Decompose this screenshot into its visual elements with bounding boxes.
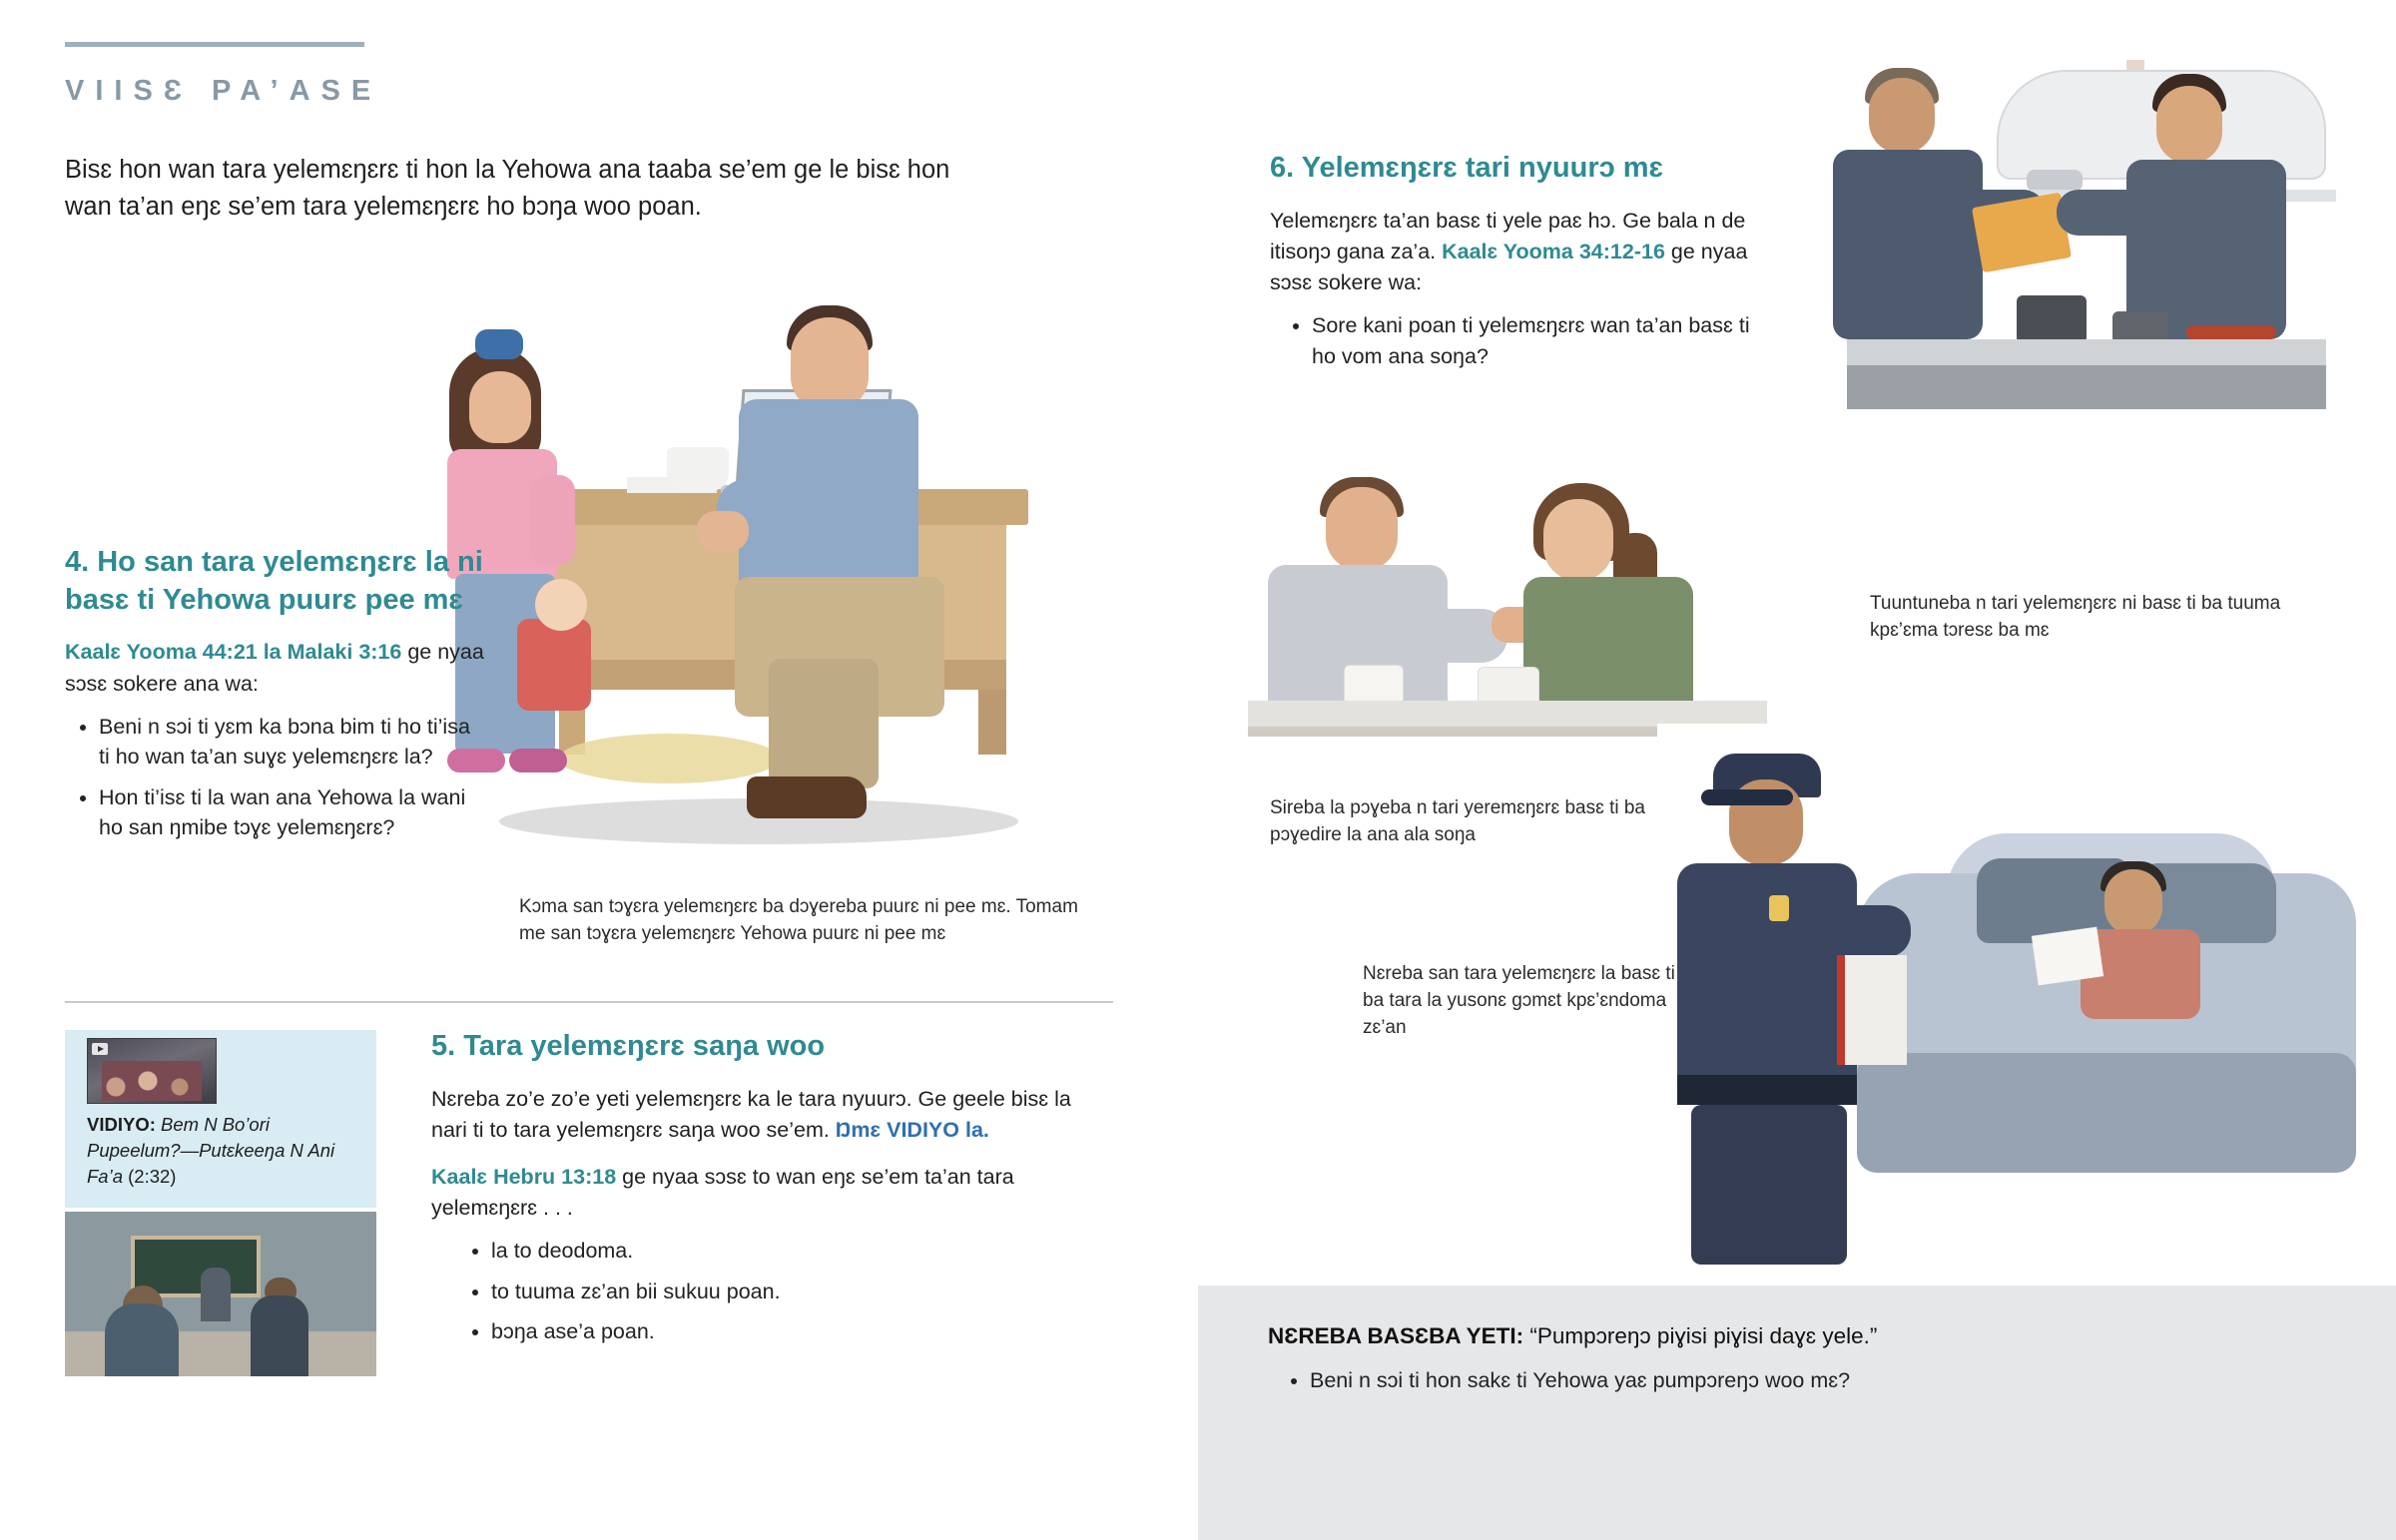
section-4: [65, 544, 484, 853]
list-item: • Beni n sɔi ti hon sakɛ ti Yehowa yaɛ pumpɔreŋɔ woo mɛ?: [1310, 1365, 2346, 1396]
section-4-lead-rest: ge nyaa sɔsɛ sokere ana wa:: [65, 640, 484, 696]
video-label: VIDIYO:: [87, 1114, 156, 1135]
police-cap-brim: [1701, 789, 1793, 805]
caption-police: Nɛreba san tara yelemɛŋɛrɛ la basɛ ti ba tara la yusonɛ gɔmɛt kpɛ’ɛndoma zɛ’an: [1363, 963, 1675, 1038]
girl-face: [469, 371, 531, 443]
girl-shoe: [509, 749, 567, 772]
officer-body: [1677, 863, 1857, 1093]
footer-band: [1198, 1285, 2396, 1540]
scripture-reference[interactable]: Kaalɛ Yooma 34:12-16: [1442, 239, 1665, 263]
tool: [2186, 325, 2276, 339]
video-link[interactable]: Ŋmɛ VIDIYO la.: [835, 1117, 989, 1142]
caption-couple: Sireba la pɔɣeba n tari yeremɛŋɛrɛ basɛ ti ba pɔɣedire la ana ala soŋa: [1270, 797, 1645, 845]
footer-title: [1268, 1323, 2346, 1349]
illustration-police-traffic-stop: [1657, 724, 2356, 1263]
father-shoe: [747, 776, 867, 818]
list-item: • to tuuma zɛ’an bii sukuu poan.: [491, 1277, 1090, 1307]
driver-head: [2104, 869, 2162, 935]
video-title: Bem N Bo’ori Pupeelum?—Putɛkeeŋa N Ani Fa’a: [87, 1114, 335, 1187]
officer-belt: [1677, 1075, 1857, 1105]
list-item: • la to deodoma.: [491, 1236, 1090, 1267]
doll-body: [517, 619, 591, 711]
section-6: [1270, 150, 1769, 381]
footer-bullet-list: [1268, 1365, 2346, 1396]
photo-person: [201, 1268, 231, 1321]
officer-arm: [1825, 905, 1911, 957]
badge-icon: [1769, 895, 1789, 921]
footer-title-label: NƐREBA BASƐBA YETI:: [1268, 1323, 1524, 1348]
scripture-reference[interactable]: Kaalɛ Yooma 44:21 la Malaki 3:16: [65, 640, 402, 665]
video-duration: (2:32): [128, 1165, 177, 1187]
list-item: • bɔŋa ase’a poan.: [491, 1316, 1090, 1347]
intro-paragraph: Bisɛ hon wan tara yelemɛŋɛrɛ ti hon la Yehowa ana taaba se’em ge le bisɛ hon wan ta’an eŋɛ se’em tara yelemɛŋɛrɛ ho bɔŋa woo poan.: [65, 156, 950, 221]
woman-body: [1523, 577, 1693, 707]
video-panel[interactable]: [65, 1030, 376, 1376]
paragraph-text: ge nyaa sɔsɛ sokere wa:: [1270, 239, 1748, 295]
list-item: • Sore kani poan ti yelemɛŋɛrɛ wan ta’an basɛ ti ho vom ana soŋa?: [1312, 310, 1769, 371]
play-icon[interactable]: [92, 1043, 108, 1055]
classroom-photo: [65, 1212, 376, 1376]
video-thumbnail-image: [87, 1038, 217, 1104]
doll-head: [535, 579, 587, 631]
man-arm: [1388, 609, 1507, 663]
page-title: VIISƐ PA’ASE: [65, 75, 382, 107]
officer-legs: [1691, 1105, 1847, 1265]
photo-person: [105, 1303, 179, 1376]
father-leg: [769, 659, 879, 788]
spill-stain: [559, 734, 779, 783]
illustration-father-daughter-desk: [439, 279, 1058, 878]
caption-desk: Kɔma san tɔɣɛra yelemɛŋɛrɛ ba dɔɣereba puurɛ ni pee mɛ. Tomam me san tɔɣɛra yelemɛŋɛrɛ Yehowa puurɛ ni pee mɛ: [519, 896, 1078, 944]
girl-hair-bow: [475, 329, 523, 359]
mechanic-1-body: [1833, 150, 1983, 339]
thumbnail-figures: [102, 1061, 202, 1101]
workbench-top: [1847, 339, 2326, 365]
girl-arm: [531, 475, 575, 565]
illustration-couple-table: [1248, 469, 1767, 759]
workbench-body: [1847, 365, 2326, 409]
section-6-heading: 6. Yelemɛŋɛrɛ tari nyuurɔ mɛ: [1270, 152, 1663, 184]
paragraph-text: ge nyaa sɔsɛ to wan eŋɛ se’em ta’an tara yelemɛŋɛrɛ . . .: [431, 1165, 1014, 1221]
father-head: [791, 317, 869, 409]
illustration-mechanics-garage: [1827, 50, 2346, 499]
section-5-heading: 5. Tara yelemɛŋɛrɛ saŋa woo: [431, 1030, 826, 1062]
list-item: • Beni n sɔi ti yɛm ka bɔna bim ti ho ti’isa ti ho wan ta’an suɣɛ yelemɛŋɛrɛ la?: [99, 712, 484, 772]
video-thumbnail[interactable]: [65, 1030, 376, 1112]
footer-quote: “Pumpɔreŋɔ piɣisi piɣisi daɣɛ yele.”: [1529, 1323, 1878, 1348]
section-5-paragraph-1: [431, 1084, 1090, 1146]
list-item: • Hon ti’isɛ ti la wan ana Yehowa la wani ho san ŋmibe tɔɣɛ yelemɛŋɛrɛ?: [99, 782, 484, 843]
scripture-reference[interactable]: Kaalɛ Hebru 13:18: [431, 1165, 617, 1190]
section-4-heading: 4. Ho san tara yelemɛŋɛrɛ la ni basɛ ti Yehowa puurɛ pee mɛ: [65, 546, 483, 616]
woman-head: [1543, 499, 1613, 581]
section-6-bullet-list: [1270, 310, 1769, 371]
section-4-bullet-list: [65, 712, 484, 843]
video-caption: [65, 1112, 376, 1208]
header-rule: [65, 42, 364, 47]
caption-garage: Tuuntuneba n tari yelemɛŋɛrɛ ni basɛ ti ba tuuma kpɛ’ɛma tɔresɛ ba mɛ: [1870, 593, 2281, 641]
mechanic-1-head: [1869, 78, 1935, 154]
paragraph-text: Nɛreba zo’e zo’e yeti yelemɛŋɛrɛ ka le tara nyuurɔ. Ge geele bisɛ la nari ti to tara yelemɛŋɛrɛ saŋa woo se’em.: [431, 1086, 1071, 1142]
car-lower-body: [1857, 1053, 2356, 1173]
mechanic-2-head: [2156, 86, 2222, 164]
mechanic-2-arm: [2057, 190, 2156, 236]
document-paper: [2032, 927, 2103, 986]
man-head: [1326, 487, 1398, 571]
father-hand: [697, 511, 749, 551]
spilled-cup: [667, 447, 729, 491]
ticket-book: [1837, 955, 1907, 1065]
section-4-lead: [65, 637, 484, 699]
tool: [2017, 295, 2087, 343]
paragraph-text: Yelemɛŋɛrɛ ta’an basɛ ti yele paɛ hɔ. Ge bala n de itisoŋɔ gana za’a.: [1270, 208, 1746, 263]
section-6-paragraph: [1270, 206, 1769, 299]
section-5-paragraph-2: [431, 1162, 1090, 1224]
photo-person: [251, 1295, 308, 1376]
car-wheel: [2027, 170, 2083, 192]
section-divider: [65, 1001, 1113, 1003]
section-5-bullet-list: [431, 1236, 1090, 1347]
section-5: [431, 1028, 1090, 1357]
